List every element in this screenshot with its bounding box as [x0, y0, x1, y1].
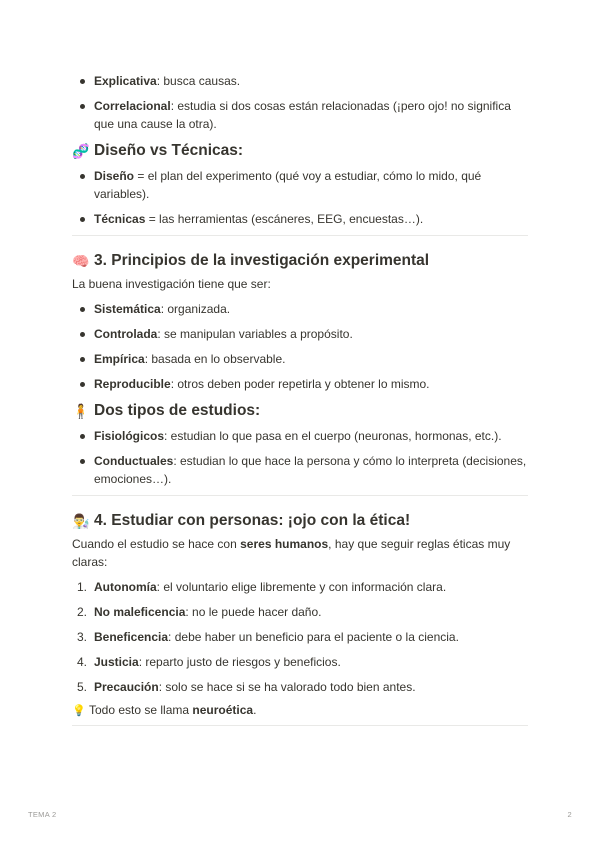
- neuroethics-note: 💡 Todo esto se llama neuroética.: [72, 701, 528, 720]
- dna-icon: 🧬: [72, 143, 90, 159]
- list-item: Reproducible: otros deben poder repetirla y obtener lo mismo.: [72, 375, 528, 393]
- list-item: Empírica: basada en lo observable.: [72, 350, 528, 368]
- research-types-list: [72, 72, 528, 133]
- design-list: [72, 167, 528, 228]
- section-divider: [72, 235, 528, 236]
- page-number: 2: [567, 810, 572, 819]
- study-types-heading: 🧍 Dos tipos de estudios:: [72, 402, 261, 419]
- list-item: Conductuales: estudian lo que hace la persona y cómo lo interpreta (decisiones, emociones…).: [72, 452, 528, 488]
- list-item: 3. Beneficencia: debe haber un beneficio para el paciente o la ciencia.: [77, 630, 459, 644]
- study-types-list: [72, 427, 528, 488]
- ethics-intro: Cuando el estudio se hace con seres humanos, hay que seguir reglas éticas muy claras:: [72, 537, 511, 569]
- person-icon: 🧍: [72, 403, 90, 419]
- footer-left: TEMA 2: [28, 810, 57, 819]
- list-item: Sistemática: organizada.: [72, 300, 528, 318]
- brain-icon: 🧠: [72, 253, 90, 269]
- list-item: Explicativa: busca causas.: [72, 72, 528, 90]
- principles-intro: La buena investigación tiene que ser:: [72, 277, 271, 291]
- ethics-heading: 👨‍🔬 4. Estudiar con personas: ¡ojo con la ética!: [72, 512, 411, 529]
- list-item: Fisiológicos: estudian lo que pasa en el cuerpo (neuronas, hormonas, etc.).: [72, 427, 528, 445]
- document-page: [72, 72, 528, 726]
- design-heading: 🧬 Diseño vs Técnicas:: [72, 142, 244, 159]
- list-item: 5. Precaución: solo se hace si se ha valorado todo bien antes.: [77, 680, 416, 694]
- list-item: Correlacional: estudia si dos cosas están relacionadas (¡pero ojo! no significa que una cause la otra).: [72, 97, 528, 133]
- list-item: 4. Justicia: reparto justo de riesgos y beneficios.: [77, 655, 341, 669]
- principles-list: [72, 300, 528, 393]
- section-divider: [72, 495, 528, 496]
- list-item: Diseño = el plan del experimento (qué voy a estudiar, cómo lo mido, qué variables).: [72, 167, 528, 203]
- lightbulb-icon: 💡: [72, 705, 86, 717]
- list-item: 2. No maleficencia: no le puede hacer daño.: [77, 605, 322, 619]
- ethics-principles-list: [72, 578, 528, 696]
- principles-heading: 🧠 3. Principios de la investigación experimental: [72, 252, 430, 269]
- list-item: Controlada: se manipulan variables a propósito.: [72, 325, 528, 343]
- section-divider: [72, 725, 528, 726]
- list-item: Técnicas = las herramientas (escáneres, EEG, encuestas…).: [72, 210, 528, 228]
- scientist-icon: 👨‍🔬: [72, 513, 90, 529]
- list-item: 1. Autonomía: el voluntario elige libremente y con información clara.: [77, 580, 447, 594]
